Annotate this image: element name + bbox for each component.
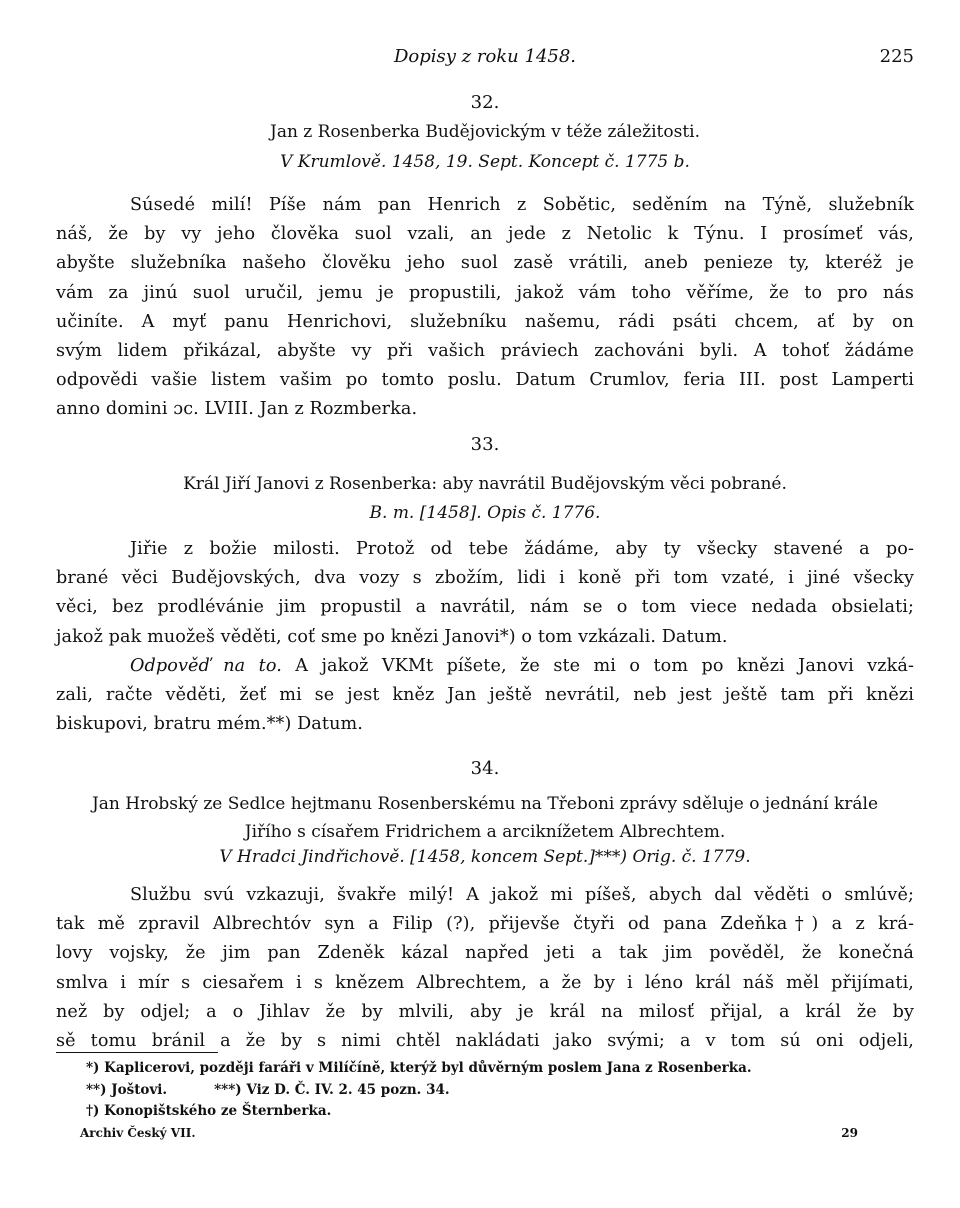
signature-title: Archiv Český VII. [80, 1126, 196, 1140]
entry-heading-33: Král Jiří Janovi z Rosenberka: aby navrátil Budějovským věci pobrané. [183, 474, 787, 494]
reply-label: Odpověď na to. [130, 655, 282, 676]
text-line: lovy vojsky, že jim pan Zdeněk kázal napřed jeti a tak jim pověděl, že konečná [56, 943, 914, 964]
text-line: učiníte. A myť panu Henrichovi, služebníku našemu, rádi psáti chcem, ať by on [56, 311, 914, 332]
footnote: *) Kaplicerovi, později faráři v Milíčíně, kterýž byl důvěrným poslem Jana z Rosenberka. [86, 1060, 752, 1076]
signature-number: 29 [841, 1126, 858, 1140]
text-line: brané věci Budějovských, dva vozy s zbožím, lidi i koně při tom vzaté, i jiné všecky [56, 568, 914, 589]
text-line: odpovědi vašie listem vašim po tomto poslu. Datum Crumlov, feria III. post Lamperti [56, 370, 914, 391]
text-line: abyšte služebníka našeho člověku jeho suol zasě vrátili, aneb penieze ty, kteréž je [56, 253, 914, 274]
text-line: Jiřie z božie milosti. Protož od tebe žádáme, aby ty všecky stavené a po- [130, 539, 914, 559]
heading-line: Jan Hrobský ze Sedlce hejtmanu Rosenberskému na Třeboni zprávy sděluje o jednání krále [91, 794, 879, 814]
text-line: zali, račte věděti, žeť mi se jest kněz Jan ještě nevrátil, neb jest ještě tam při knězi [56, 684, 914, 705]
letter-signature: Jan z Rozmberka. [259, 399, 418, 420]
reply-text: A jakož VKMt píšete, že ste mi o tom po knězi Janovi vzká- [281, 655, 914, 676]
footnote: †) Konopištského ze Šternberka. [86, 1103, 332, 1119]
entry-body-34 [56, 881, 914, 1056]
text-line: biskupovi, bratru mém.**) Datum. [56, 714, 363, 735]
running-title: Dopisy z roku 1458. [393, 46, 577, 67]
text-line: jakož pak muožeš věděti, coť sme po knězi Janovi*) o tom vzkázali. Datum. [56, 626, 728, 647]
text-line: věci, bez prodlévánie jim propustil a navrátil, nám se o tom viece nedada obsielati; [56, 597, 914, 618]
running-head [56, 46, 914, 72]
entry-heading-34 [56, 790, 914, 846]
page-number: 225 [879, 46, 914, 67]
text-line: Súsedé milí! Píše nám pan Henrich z Sobětic, seděním na Týně, služebník [130, 195, 914, 215]
text-line: než by odjel; a o Jihlav že by mlvili, aby je král na milosť přijal, a král že by [56, 1001, 914, 1022]
entry-source-33: B. m. [1458]. Opis č. 1776. [369, 503, 601, 523]
entry-body-33 [56, 535, 914, 739]
heading-line: Jiřího s císařem Fridrichem a arciknížetem Albrechtem. [244, 822, 726, 842]
entry-number-33: 33. [470, 434, 500, 455]
text-line: tak mě zpravil Albrechtóv syn a Filip (?), přijevše čtyři od pana Zdeňka†) a z krá- [56, 914, 914, 935]
entry-heading-32: Jan z Rosenberka Budějovickým v téže záležitosti. [270, 122, 700, 142]
text-line: vám za jinú suol uručil, jemu je propustili, jakož vám toho věříme, že to pro nás [56, 282, 914, 303]
entry-body-32 [56, 191, 914, 425]
entry-number-32: 32. [470, 92, 500, 113]
entry-source-34: V Hradci Jindřichově. [1458, koncem Sept.]***) Orig. č. 1779. [219, 847, 751, 867]
footnote-divider [56, 1052, 218, 1053]
text-line: svým lidem přikázal, abyšte vy při vašich práviech zachováni byli. A tohoť žádáme [56, 340, 914, 361]
footnotes [86, 1058, 914, 1123]
closing-line [56, 395, 914, 424]
dating-closing: anno domini ɔc. LVIII. [56, 399, 254, 420]
reply-line [56, 652, 914, 681]
text-line: Službu svú vzkazuji, švakře milý! A jakož mi píšeš, abych dal věděti o smlúvě; [130, 885, 914, 905]
text-line: náš, že by vy jeho člověka suol vzali, an jede z Netolic k Týnu. I prosímeť vás, [56, 224, 914, 245]
text-line: smlva i mír s ciesařem i s knězem Albrechtem, a že by i léno král náš měl přijímati, [56, 972, 914, 993]
text-line: sě tomu bránil a že by s nimi chtěl nakládati jako svými; a v tom sú oni odjeli, [56, 1030, 914, 1051]
entry-number-34: 34. [470, 758, 500, 779]
entry-source-32: V Krumlově. 1458, 19. Sept. Koncept č. 1775 b. [280, 152, 690, 172]
footnote: **) Joštovi. ***) Viz D. Č. IV. 2. 45 pozn. 34. [86, 1081, 450, 1098]
document-page [56, 0, 914, 1208]
